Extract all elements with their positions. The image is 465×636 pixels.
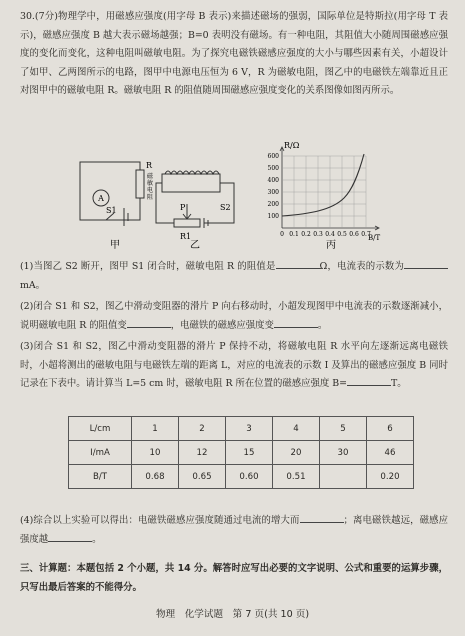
svg-text:敏: 敏 [147,180,154,187]
figure-label-jia: 甲 [110,240,120,250]
svg-text:阻: 阻 [147,194,154,201]
svg-text:0.1: 0.1 [289,231,299,238]
slider-p-label: P [180,203,186,212]
part-1: (1)当图乙 S2 断开，图甲 S1 闭合时，磁敏电阻 R 的阻值是 Ω，电流表的示数为mA。 [20,258,448,295]
circuit-jia [80,162,144,226]
rheostat-r1-label: R1 [180,232,192,241]
svg-text:200: 200 [267,201,279,208]
figure-label-bing: 丙 [326,240,336,250]
svg-text:0.4: 0.4 [325,231,335,238]
svg-text:600: 600 [267,153,279,160]
svg-text:400: 400 [267,177,279,184]
figures-jia-yi-bing [70,140,400,250]
svg-text:0.3: 0.3 [313,231,323,238]
table-row: L/cm 1 2 3 4 5 6 [69,417,414,441]
resistance-curve [282,154,364,216]
page-footer: 物理 化学试题 第 7 页(共 10 页) [155,609,310,620]
switch-s2-label: S2 [220,203,231,212]
question-30-intro: 30.(7分)物理学中，用磁感应强度(用字母 B 表示)来描述磁场的强弱，国际单位是特斯拉(用字母 T 表示)，磁感应强度 B 越大表示磁场越强；B=0 表明没有磁场。有一种电阻，其阻值大小随周围磁感应强度的变化而变化，这种电阻叫磁敏电阻。为了探究电磁铁磁感应强度的大小与哪些因素有关，小超设计了如甲、乙两图所示的电路，图甲中电源电压恒为 6 V，R 为磁敏电阻，图乙中的电磁铁左端靠近且正对图甲中的磁敏电阻 R。磁敏电阻 R 的阻值随周围磁感应强度变化的关系图像如图丙所示。 [20,11,448,96]
table-row: I/mA 10 12 15 20 30 46 [69,441,414,465]
graph-ylabel: R/Ω [284,141,300,150]
part-3: (3)闭合 S1 和 S2，图乙中滑动变阻器的滑片 P 保持不动，将磁敏电阻 R 水平向左逐渐远离电磁铁时，小超将测出的磁敏电阻与电磁铁左端的距离 L，对应的电流表的示数 I 及算出的磁感应强度 B 同时记录在下表中。请计算当 L=5 cm 时，磁敏电阻 R 所在位置的磁感应强度 B= T。 [20,341,448,389]
magneto-resistor-icon [136,170,144,198]
svg-text:0.6: 0.6 [349,231,359,238]
graph-xlabel: B/T [368,234,381,242]
magneto-resistor-text [147,172,154,201]
part-4: (4)综合以上实验可以得出：电磁铁磁感应强度随通过电流的增大而 ；离电磁铁越远，磁感应强度越 。 [20,512,448,549]
measurement-table [68,416,414,489]
ammeter-label: A [98,194,104,203]
svg-text:0.5: 0.5 [337,231,347,238]
switch-s1-label: S1 [106,206,117,215]
rheostat-icon [174,219,200,227]
section-3-heading: 三、计算题：本题包括 2 个小题，共 14 分。解答时应写出必要的文字说明、公式和重要的运算步骤，只写出最后答案的不能得分。 [20,563,448,593]
graph-yticks [268,153,280,220]
circuit-yi [156,171,234,228]
svg-text:500: 500 [267,165,279,172]
svg-text:300: 300 [267,189,279,196]
svg-text:100: 100 [267,213,279,220]
resistor-r-label: R [146,161,153,170]
svg-text:0.2: 0.2 [301,231,311,238]
svg-text:电: 电 [147,187,154,194]
graph-bing [280,147,379,230]
table-row: B/T 0.68 0.65 0.60 0.51 0.20 [69,465,414,489]
svg-text:磁: 磁 [147,173,154,180]
part-2: (2)闭合 S1 和 S2，图乙中滑动变阻器的滑片 P 向右移动时，小超发现图甲中电流表的示数逐渐减小，说明磁敏电阻 R 的阻值变 ，电磁铁的磁感应强度变 。 [20,301,448,331]
graph-xticks [280,231,371,238]
electromagnet-icon [162,174,220,192]
svg-text:0.7: 0.7 [361,231,371,238]
figure-label-yi: 乙 [190,240,200,250]
svg-text:0: 0 [280,231,284,238]
